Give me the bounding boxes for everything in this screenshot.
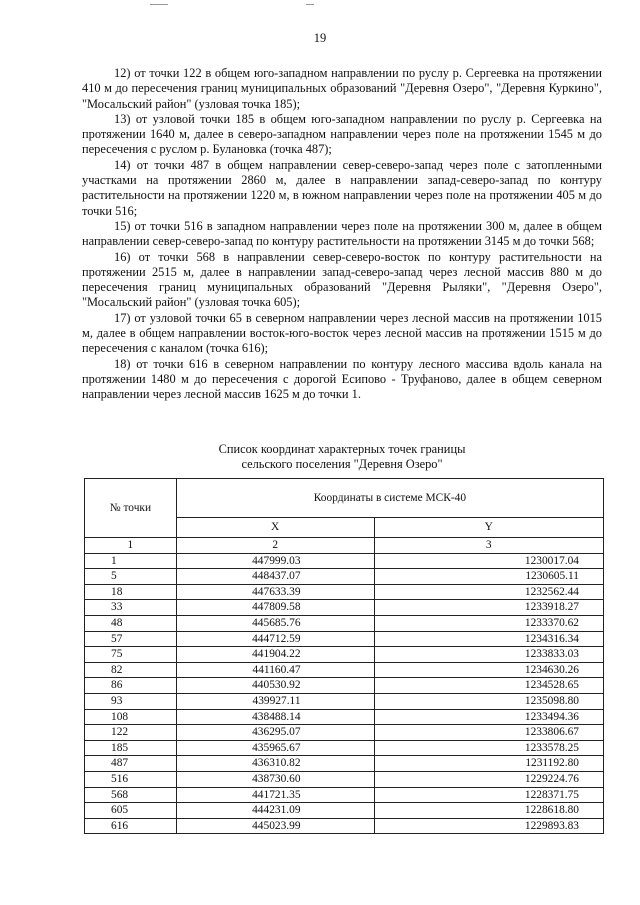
point-number-cell: 487 [85,756,177,772]
column-number-3: 3 [374,538,603,554]
coordinates-table [84,478,604,834]
y-coordinate-cell: 1234316.34 [374,631,603,647]
paragraph: 16) от точки 568 в направлении север-северо-восток по контуру растительности на протяжении 2515 м, далее в направлении запад-северо-запад через лесной массив 880 м до пересечения границ муниципальных образований "Деревня Рыляки", "Деревня Озеро", "Мосальский район" (узловая точка 605); [82,249,602,310]
x-coordinate-cell: 444712.59 [176,631,374,647]
table-row [85,693,604,709]
table-row [85,647,604,663]
x-coordinate-cell: 441160.47 [176,662,374,678]
header-y: Y [374,518,603,538]
column-number-2: 2 [176,538,374,554]
table-row [85,803,604,819]
y-coordinate-cell: 1233806.67 [374,725,603,741]
point-number-cell: 568 [85,787,177,803]
point-number-cell: 122 [85,725,177,741]
point-number-cell: 516 [85,771,177,787]
x-coordinate-cell: 436295.07 [176,725,374,741]
table-row [85,631,604,647]
point-number-cell: 108 [85,709,177,725]
table-row [85,615,604,631]
paragraph: 13) от узловой точки 185 в общем юго-западном направлении по руслу р. Сергеевка на протяжении 1640 м, далее в северо-западном направлении через поле на протяжении 1545 м до пересечения с руслом р. Булановка (точка 487); [82,111,602,157]
point-number-cell: 1 [85,553,177,569]
x-coordinate-cell: 440530.92 [176,678,374,694]
boundary-description [82,66,602,403]
point-number-cell: 57 [85,631,177,647]
y-coordinate-cell: 1228371.75 [374,787,603,803]
x-coordinate-cell: 448437.07 [176,569,374,585]
y-coordinate-cell: 1234528.65 [374,678,603,694]
x-coordinate-cell: 438488.14 [176,709,374,725]
x-coordinate-cell: 444231.09 [176,803,374,819]
y-coordinate-cell: 1233578.25 [374,740,603,756]
y-coordinate-cell: 1231192.80 [374,756,603,772]
x-coordinate-cell: 435965.67 [176,740,374,756]
x-coordinate-cell: 439927.11 [176,693,374,709]
point-number-cell: 86 [85,678,177,694]
caption-line-2: сельского поселения "Деревня Озеро" [241,457,443,471]
table-caption [82,442,602,472]
y-coordinate-cell: 1233918.27 [374,600,603,616]
paragraph: 14) от точки 487 в общем направлении север-северо-запад через поле с затопленными участками на протяжении 2860 м, далее в направлении запад-северо-запад по контуру растительности на протяжении 1220 м, в южном направлении через поле на протяжении 405 м до точки 516; [82,157,602,218]
point-number-cell: 5 [85,569,177,585]
header-point-number: № точки [85,479,177,538]
paragraph: 12) от точки 122 в общем юго-западном направлении по руслу р. Сергеевка на протяжении 410 м до пересечения границ муниципальных образований "Деревня Озеро", "Деревня Куркино", "Мосальский район" (узловая точка 185); [82,66,602,111]
header-coordinates: Координаты в системе МСК-40 [176,479,603,518]
y-coordinate-cell: 1235098.80 [374,693,603,709]
y-coordinate-cell: 1229893.83 [374,818,603,834]
table-row [85,584,604,600]
paragraph: 15) от точки 516 в западном направлении через поле на протяжении 300 м, далее в общем направлении север-северо-запад по контуру растительности на протяжении 3145 м до точки 568; [82,218,602,249]
y-coordinate-cell: 1233494.36 [374,709,603,725]
point-number-cell: 605 [85,803,177,819]
x-coordinate-cell: 447633.39 [176,584,374,600]
y-coordinate-cell: 1232562.44 [374,584,603,600]
point-number-cell: 75 [85,647,177,663]
table-row [85,600,604,616]
x-coordinate-cell: 445023.99 [176,818,374,834]
caption-line-1: Список координат характерных точек границы [218,442,466,456]
scan-artifact [306,4,314,5]
table-row [85,662,604,678]
x-coordinate-cell: 441721.35 [176,787,374,803]
point-number-cell: 33 [85,600,177,616]
table-row [85,740,604,756]
point-number-cell: 48 [85,615,177,631]
y-coordinate-cell: 1234630.26 [374,662,603,678]
table-row [85,553,604,569]
table-row [85,725,604,741]
table-row [85,787,604,803]
page-number: 19 [313,31,327,45]
point-number-cell: 185 [85,740,177,756]
y-coordinate-cell: 1229224.76 [374,771,603,787]
point-number-cell: 18 [85,584,177,600]
y-coordinate-cell: 1230017.04 [374,553,603,569]
paragraph: 18) от точки 616 в северном направлении по контуру лесного массива вдоль канала на протяжении 1480 м до пересечения с дорогой Есипово - Труфаново, далее в общем северном направлении через лесной массив 1625 м до точки 1. [82,356,602,402]
table-row [85,569,604,585]
table-row [85,771,604,787]
y-coordinate-cell: 1233370.62 [374,615,603,631]
x-coordinate-cell: 445685.76 [176,615,374,631]
table-row [85,678,604,694]
y-coordinate-cell: 1228618.80 [374,803,603,819]
table-row [85,756,604,772]
y-coordinate-cell: 1233833.03 [374,647,603,663]
y-coordinate-cell: 1230605.11 [374,569,603,585]
table-row [85,818,604,834]
point-number-cell: 616 [85,818,177,834]
x-coordinate-cell: 441904.22 [176,647,374,663]
x-coordinate-cell: 447809.58 [176,600,374,616]
point-number-cell: 82 [85,662,177,678]
x-coordinate-cell: 447999.03 [176,553,374,569]
header-x: X [176,518,374,538]
table-row [85,709,604,725]
point-number-cell: 93 [85,693,177,709]
column-number-1: 1 [85,538,177,554]
paragraph: 17) от узловой точки 65 в северном направлении через лесной массив на протяжении 1015 м, далее в общем направлении восток-юго-восток через лесной массив на протяжении 1515 м до пересечения с каналом (точка 616); [82,310,602,356]
x-coordinate-cell: 438730.60 [176,771,374,787]
scan-artifact [150,4,168,5]
x-coordinate-cell: 436310.82 [176,756,374,772]
